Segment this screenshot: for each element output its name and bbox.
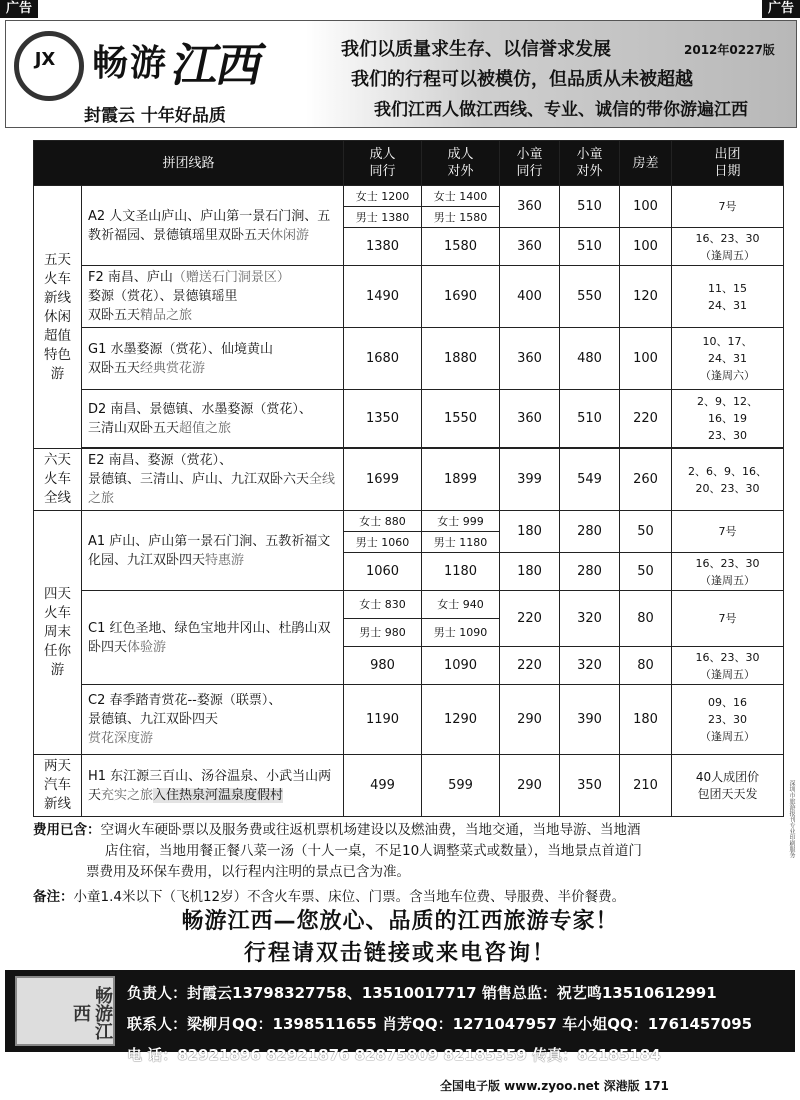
contact-line-3: 电 话：82921896 82921876 82875809 82185359 传真：82185184 bbox=[127, 1046, 661, 1064]
price-cell: 399 bbox=[500, 449, 560, 511]
price-cell: 549 bbox=[560, 449, 620, 511]
tagline-2: 行程请双击链接或来电咨询！ bbox=[243, 941, 556, 966]
edition-label: 2012年0227版 bbox=[684, 43, 775, 57]
price-cell: 1550 bbox=[422, 390, 500, 448]
price-cell: 320 bbox=[560, 591, 620, 647]
price-cell: 女士 880 bbox=[344, 511, 422, 532]
price-cell: 1190 bbox=[344, 685, 422, 755]
price-cell: 男士 1090 bbox=[422, 619, 500, 647]
price-cell: 1380 bbox=[344, 228, 422, 266]
route-h1: H1 东江源三百山、汤谷温泉、小武当山两天充实之旅入住热泉河温泉度假村 bbox=[82, 755, 344, 817]
price-cell: 360 bbox=[500, 328, 560, 390]
price-cell: 510 bbox=[560, 228, 620, 266]
price-cell: 280 bbox=[560, 511, 620, 553]
table-row bbox=[34, 755, 784, 817]
price-cell: 550 bbox=[560, 266, 620, 328]
price-cell: 499 bbox=[344, 755, 422, 817]
price-cell: 1880 bbox=[422, 328, 500, 390]
price-cell: 女士 1200 bbox=[344, 186, 422, 207]
price-cell: 390 bbox=[560, 685, 620, 755]
date-cell: 10、17、 24、31 （逢周六） bbox=[672, 328, 784, 390]
cost-notes bbox=[33, 820, 783, 908]
date-cell: 40人成团价 包团天天发 bbox=[672, 755, 784, 817]
price-cell: 男士 1060 bbox=[344, 532, 422, 553]
table-row bbox=[34, 449, 784, 511]
table-row bbox=[34, 328, 784, 390]
note-label: 备注： bbox=[33, 889, 74, 905]
ad-tag-right: 广告 bbox=[762, 0, 800, 18]
price-cell: 80 bbox=[620, 591, 672, 647]
route-f2: F2 南昌、庐山（赠送石门洞景区） 婺源（赏花）、景德镇瑶里 双卧五天精品之旅 bbox=[82, 266, 344, 328]
brand-region: 江西 bbox=[167, 38, 268, 92]
footer-logo: 畅游江西 bbox=[15, 976, 115, 1046]
price-cell: 360 bbox=[500, 390, 560, 448]
date-cell: 7号 bbox=[672, 511, 784, 553]
route-e2: E2 南昌、婺源（赏花）、 景德镇、三清山、庐山、九江双卧六天全线之旅 bbox=[82, 449, 344, 511]
price-cell: 1680 bbox=[344, 328, 422, 390]
date-cell: 11、15 24、31 bbox=[672, 266, 784, 328]
price-cell: 210 bbox=[620, 755, 672, 817]
price-cell: 1490 bbox=[344, 266, 422, 328]
table-row bbox=[34, 591, 784, 619]
col-route: 拼团线路 bbox=[34, 141, 344, 186]
price-cell: 290 bbox=[500, 755, 560, 817]
route-a2: A2 人文圣山庐山、庐山第一景石门涧、五教祈福园、景德镇瑶里双卧五天休闲游 bbox=[82, 186, 344, 266]
price-cell: 120 bbox=[620, 266, 672, 328]
side-note: 深圳市旅游报刊专业印刷服务 bbox=[788, 780, 795, 858]
price-cell: 1690 bbox=[422, 266, 500, 328]
col-adult-public: 成人 对外 bbox=[422, 141, 500, 186]
date-cell: 16、23、30 （逢周五） bbox=[672, 647, 784, 685]
price-cell: 1899 bbox=[422, 449, 500, 511]
group-five-day: 五天 火车 新线 休闲 超值 特色 游 bbox=[34, 186, 82, 449]
price-cell: 220 bbox=[500, 591, 560, 647]
price-cell: 男士 980 bbox=[344, 619, 422, 647]
price-cell: 350 bbox=[560, 755, 620, 817]
price-cell: 100 bbox=[620, 328, 672, 390]
date-cell: 7号 bbox=[672, 186, 784, 228]
price-cell: 50 bbox=[620, 511, 672, 553]
price-cell: 599 bbox=[422, 755, 500, 817]
cost-label: 费用已含： bbox=[33, 822, 101, 838]
price-cell: 510 bbox=[560, 186, 620, 228]
date-cell: 16、23、30 （逢周五） bbox=[672, 228, 784, 266]
price-cell: 180 bbox=[500, 511, 560, 553]
date-cell: 2、9、12、 16、19 23、30 bbox=[672, 390, 784, 448]
group-six-day: 六天 火车 全线 bbox=[34, 449, 82, 511]
table-row bbox=[34, 390, 784, 448]
table-row bbox=[34, 685, 784, 755]
col-child-peer: 小童 同行 bbox=[500, 141, 560, 186]
price-cell: 100 bbox=[620, 186, 672, 228]
price-cell: 980 bbox=[344, 647, 422, 685]
price-cell: 男士 1580 bbox=[422, 207, 500, 228]
date-cell: 09、16 23、30 （逢周五） bbox=[672, 685, 784, 755]
price-cell: 1350 bbox=[344, 390, 422, 448]
slogan-2: 我们的行程可以被模仿，但品质从未被超越 bbox=[351, 69, 693, 90]
price-cell: 女士 999 bbox=[422, 511, 500, 532]
price-cell: 100 bbox=[620, 228, 672, 266]
cost-line-3: 票费用及环保车费用，以行程内注明的景点已含为准。 bbox=[86, 864, 410, 880]
price-cell: 50 bbox=[620, 553, 672, 591]
price-cell: 1180 bbox=[422, 553, 500, 591]
price-cell: 510 bbox=[560, 390, 620, 448]
note-text: 小童1.4米以下（飞机12岁）不含火车票、床位、门票。含当地车位费、导服费、半价餐费。 bbox=[73, 889, 626, 905]
col-child-public: 小童 对外 bbox=[560, 141, 620, 186]
page-footer: 全国电子版 www.zyoo.net 深港版 171 bbox=[440, 1079, 669, 1093]
price-cell: 1060 bbox=[344, 553, 422, 591]
group-four-day: 四天 火车 周末 任你 游 bbox=[34, 511, 82, 755]
table-header-row bbox=[34, 141, 784, 186]
cost-line-2: 店住宿，当地用餐正餐八菜一汤（十人一桌，不足10人调整菜式或数量），当地景点首道门 bbox=[105, 843, 642, 859]
contact-line-2: 联系人：梁柳月QQ：1398511655 肖芳QQ：1271047957 车小姐QQ：1761457095 bbox=[127, 1015, 753, 1033]
price-cell: 180 bbox=[500, 553, 560, 591]
price-cell: 女士 830 bbox=[344, 591, 422, 619]
date-cell: 16、23、30 （逢周五） bbox=[672, 553, 784, 591]
table-row bbox=[34, 511, 784, 532]
price-cell: 1580 bbox=[422, 228, 500, 266]
route-d2: D2 南昌、景德镇、水墨婺源（赏花）、 三清山双卧五天超值之旅 bbox=[82, 390, 344, 448]
price-cell: 女士 1400 bbox=[422, 186, 500, 207]
col-room-diff: 房差 bbox=[620, 141, 672, 186]
route-a1: A1 庐山、庐山第一景石门涧、五教祈福文化园、九江双卧四天特惠游 bbox=[82, 511, 344, 591]
price-cell: 180 bbox=[620, 685, 672, 755]
group-two-day: 两天 汽车 新线 bbox=[34, 755, 82, 817]
col-departure: 出团 日期 bbox=[672, 141, 784, 186]
tour-price-table bbox=[33, 140, 784, 817]
slogan-1: 我们以质量求生存、以信誉求发展 bbox=[341, 39, 611, 60]
date-cell: 2、6、9、16、 20、23、30 bbox=[672, 449, 784, 511]
header-banner bbox=[5, 20, 797, 128]
price-cell: 220 bbox=[620, 390, 672, 448]
price-cell: 男士 1380 bbox=[344, 207, 422, 228]
date-cell: 7号 bbox=[672, 591, 784, 647]
route-c1: C1 红色圣地、绿色宝地井冈山、杜鹃山双卧四天体验游 bbox=[82, 591, 344, 685]
table-row bbox=[34, 186, 784, 207]
price-cell: 1090 bbox=[422, 647, 500, 685]
cost-line-1: 空调火车硬卧票以及服务费或往返机票机场建设以及燃油费，当地交通，当地导游、当地酒 bbox=[100, 822, 641, 838]
contact-line-1: 负责人：封霞云13798327758、13510017717 销售总监：祝艺鸣13510612991 bbox=[127, 984, 717, 1002]
price-cell: 男士 1180 bbox=[422, 532, 500, 553]
price-cell: 80 bbox=[620, 647, 672, 685]
logo-mark: JX bbox=[34, 49, 56, 70]
route-c2: C2 春季踏青赏花--婺源（联票）、 景德镇、九江双卧四天 赏花深度游 bbox=[82, 685, 344, 755]
price-cell: 290 bbox=[500, 685, 560, 755]
price-cell: 320 bbox=[560, 647, 620, 685]
price-cell: 220 bbox=[500, 647, 560, 685]
slogan-3: 我们江西人做江西线、专业、诚信的带你游遍江西 bbox=[374, 100, 748, 120]
price-cell: 280 bbox=[560, 553, 620, 591]
price-cell: 360 bbox=[500, 186, 560, 228]
tagline-1: 畅游江西—您放心、品质的江西旅游专家！ bbox=[181, 909, 619, 934]
price-cell: 480 bbox=[560, 328, 620, 390]
brand-name: 畅游 bbox=[92, 43, 169, 84]
brand-subtitle: 封霞云 十年好品质 bbox=[84, 106, 226, 126]
route-g1: G1 水墨婺源（赏花）、仙境黄山 双卧五天经典赏花游 bbox=[82, 328, 344, 390]
price-cell: 360 bbox=[500, 228, 560, 266]
table-row bbox=[34, 266, 784, 328]
price-cell: 1290 bbox=[422, 685, 500, 755]
price-cell: 260 bbox=[620, 449, 672, 511]
price-cell: 女士 940 bbox=[422, 591, 500, 619]
ad-tag-left: 广告 bbox=[0, 0, 38, 18]
col-adult-peer: 成人 同行 bbox=[344, 141, 422, 186]
price-cell: 400 bbox=[500, 266, 560, 328]
price-cell: 1699 bbox=[344, 449, 422, 511]
